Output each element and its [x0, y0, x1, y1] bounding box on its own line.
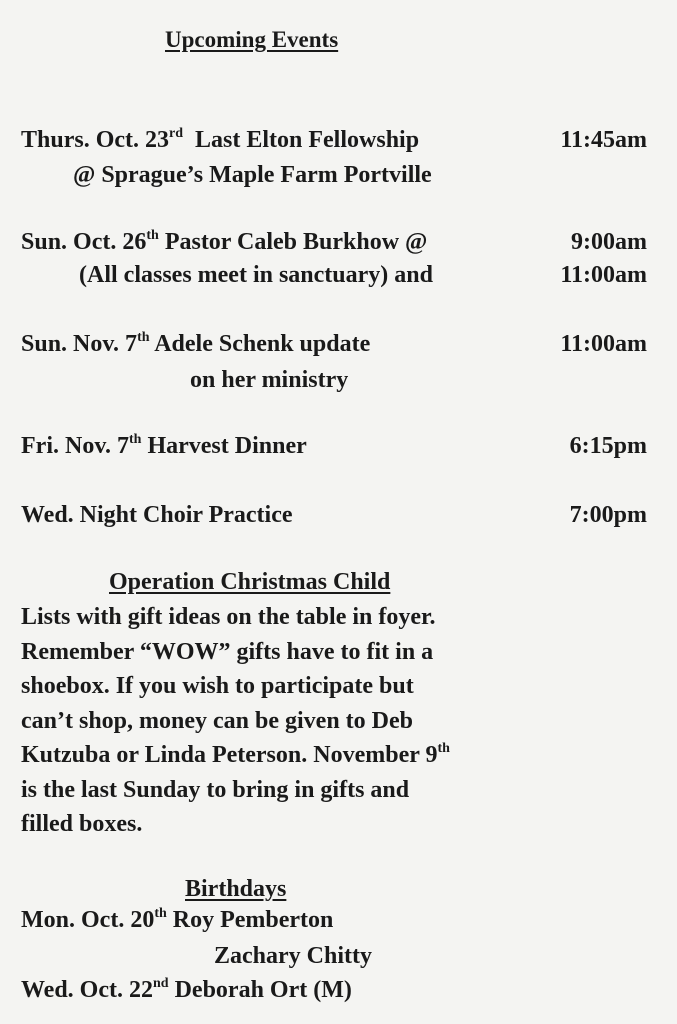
occ-heading: Operation Christmas Child	[109, 569, 391, 595]
event-5-time: 7:00pm	[569, 502, 647, 528]
event-1-title: Last Elton Fellowship	[183, 127, 420, 153]
event-4-date: Fri. Nov. 7	[21, 433, 129, 459]
event-3-title: Adele Schenk update	[149, 331, 371, 357]
occ-line-1: Lists with gift ideas on the table in foyer.	[21, 604, 436, 630]
event-4-title: Harvest Dinner	[141, 433, 307, 459]
occ-line-7: filled boxes.	[21, 811, 143, 837]
occ-line-3: shoebox. If you wish to participate but	[21, 673, 414, 699]
upcoming-events-heading: Upcoming Events	[165, 27, 339, 52]
event-2-time: 9:00am	[571, 229, 647, 255]
event-1-line	[21, 127, 419, 154]
event-3-detail: on her ministry	[190, 367, 349, 393]
occ-line-2: Remember “WOW” gifts have to fit in a	[21, 638, 434, 665]
birthday-1-name: Roy Pemberton	[166, 907, 334, 933]
birthday-2-date: Wed. Oct. 22	[21, 977, 153, 1003]
occ-paragraph	[21, 600, 450, 842]
event-2-note: (All classes meet in sanctuary) and	[79, 262, 433, 288]
event-1-time: 11:45am	[560, 127, 647, 153]
event-1-date: Thurs. Oct. 23	[21, 127, 170, 153]
birthdays-heading: Birthdays	[185, 876, 287, 902]
event-4-line	[21, 433, 307, 460]
event-4-time: 6:15pm	[569, 433, 647, 459]
birthday-1-line	[21, 907, 333, 934]
birthday-1-date: Mon. Oct. 20	[21, 907, 155, 933]
occ-line-4: can’t shop, money can be given to Deb	[21, 707, 414, 734]
event-2-time-2: 11:00am	[560, 262, 647, 288]
occ-line-5	[21, 738, 450, 773]
event-2-title: Pastor Caleb Burkhow @	[158, 229, 428, 255]
event-2-date: Sun. Oct. 26	[21, 229, 147, 255]
occ-line-5-text: Kutzuba or Linda Peterson. November 9	[21, 742, 438, 768]
occ-line-6: is the last Sunday to bring in gifts and	[21, 776, 410, 803]
birthday-2-date-suffix: nd	[153, 976, 169, 991]
event-3-time: 11:00am	[560, 331, 647, 357]
birthday-1-date-suffix: th	[154, 906, 167, 921]
event-1-location: @ Sprague’s Maple Farm Portville	[73, 162, 432, 188]
birthday-2-name: Deborah Ort (M)	[168, 977, 352, 1003]
event-1-date-suffix: rd	[169, 126, 184, 141]
event-3-line	[21, 331, 370, 358]
event-3-date-suffix: th	[137, 330, 150, 345]
birthday-1-name-2: Zachary Chitty	[214, 943, 372, 969]
event-3-date: Sun. Nov. 7	[21, 331, 138, 357]
birthday-2-line	[21, 977, 352, 1004]
event-4-date-suffix: th	[129, 432, 142, 447]
occ-line-5-suffix: th	[437, 741, 450, 756]
event-2-line	[21, 229, 427, 256]
event-5-title: Wed. Night Choir Practice	[21, 502, 293, 528]
event-2-date-suffix: th	[146, 228, 159, 243]
